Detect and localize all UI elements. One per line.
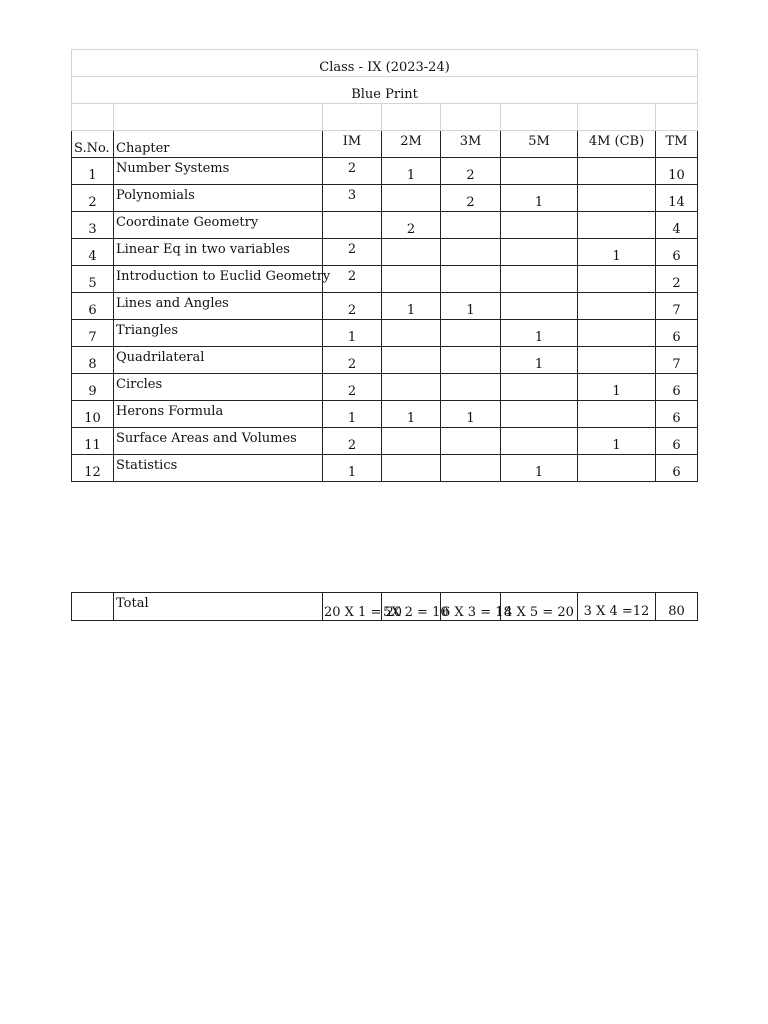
cell-sno: 11: [72, 428, 114, 455]
col-header-4m-cb: 4M (CB): [578, 131, 656, 158]
table-row: [72, 347, 698, 374]
col-header-sno: S.No.: [72, 131, 114, 158]
cell-4m-cb: [578, 347, 656, 374]
col-header-tm: TM: [656, 131, 698, 158]
cell-4m-cb: 1: [578, 374, 656, 401]
col-header-3m: 3M: [441, 131, 501, 158]
cell-chapter: Linear Eq in two variables: [114, 239, 323, 266]
table-row: [72, 455, 698, 482]
cell-4m-cb: [578, 212, 656, 239]
table-row: [72, 428, 698, 455]
cell-chapter: Lines and Angles: [114, 293, 323, 320]
cell-1m: [323, 212, 382, 239]
totals-row: [72, 593, 698, 621]
cell-5m: 1: [501, 320, 578, 347]
cell-tm: 4: [656, 212, 698, 239]
cell-sno: 8: [72, 347, 114, 374]
cell-4m-cb: [578, 401, 656, 428]
cell-sno: 12: [72, 455, 114, 482]
cell-3m: 2: [441, 185, 501, 212]
cell-tm: 6: [656, 320, 698, 347]
cell-3m: [441, 347, 501, 374]
cell-5m: [501, 401, 578, 428]
cell-3m: 1: [441, 401, 501, 428]
cell-tm: 10: [656, 158, 698, 185]
table-row: [72, 320, 698, 347]
cell-3m: [441, 374, 501, 401]
cell-4m-cb: 1: [578, 239, 656, 266]
cell-chapter: Triangles: [114, 320, 323, 347]
cell-3m: [441, 428, 501, 455]
cell-chapter: Number Systems: [114, 158, 323, 185]
cell-2m: 1: [382, 401, 441, 428]
table-row: [72, 158, 698, 185]
cell-1m: 2: [323, 347, 382, 374]
cell-sno: 7: [72, 320, 114, 347]
cell-tm: 14: [656, 185, 698, 212]
cell-1m: 1: [323, 401, 382, 428]
table-row: [72, 212, 698, 239]
cell-5m: [501, 239, 578, 266]
spacer-row: [72, 104, 698, 131]
cell-2m: [382, 374, 441, 401]
cell-4m-cb: [578, 320, 656, 347]
table-row: [72, 266, 698, 293]
cell-2m: [382, 320, 441, 347]
cell-3m: 1: [441, 293, 501, 320]
cell-sno: 9: [72, 374, 114, 401]
cell-5m: [501, 158, 578, 185]
cell-2m: 2: [382, 212, 441, 239]
cell-chapter: Coordinate Geometry: [114, 212, 323, 239]
cell-1m: 2: [323, 158, 382, 185]
table-row: [72, 293, 698, 320]
cell-3m: [441, 455, 501, 482]
cell-5m: 1: [501, 347, 578, 374]
totals-3m: 6 X 3 = 18: [441, 593, 501, 621]
cell-2m: 1: [382, 158, 441, 185]
cell-2m: [382, 428, 441, 455]
table-row: [72, 239, 698, 266]
cell-tm: 6: [656, 239, 698, 266]
cell-3m: [441, 320, 501, 347]
cell-chapter: Surface Areas and Volumes: [114, 428, 323, 455]
cell-2m: [382, 266, 441, 293]
cell-4m-cb: [578, 293, 656, 320]
cell-1m: 2: [323, 266, 382, 293]
cell-5m: [501, 428, 578, 455]
cell-tm: 7: [656, 347, 698, 374]
cell-2m: 1: [382, 293, 441, 320]
cell-3m: [441, 266, 501, 293]
cell-tm: 6: [656, 455, 698, 482]
totals-tm: 80: [656, 593, 698, 621]
cell-sno: 4: [72, 239, 114, 266]
cell-1m: 2: [323, 374, 382, 401]
cell-5m: 1: [501, 185, 578, 212]
col-header-1m: IM: [323, 131, 382, 158]
totals-table: [71, 592, 698, 621]
totals-sno-cell: [72, 593, 114, 621]
cell-tm: 2: [656, 266, 698, 293]
cell-1m: 1: [323, 455, 382, 482]
cell-2m: [382, 185, 441, 212]
cell-chapter: Statistics: [114, 455, 323, 482]
cell-chapter: Circles: [114, 374, 323, 401]
cell-sno: 10: [72, 401, 114, 428]
totals-label: Total: [114, 593, 323, 621]
cell-sno: 5: [72, 266, 114, 293]
cell-chapter: Herons Formula: [114, 401, 323, 428]
cell-4m-cb: [578, 455, 656, 482]
cell-chapter: Polynomials: [114, 185, 323, 212]
totals-5m: 4 X 5 = 20: [501, 593, 578, 621]
cell-2m: [382, 347, 441, 374]
cell-1m: 3: [323, 185, 382, 212]
cell-5m: [501, 293, 578, 320]
column-header-row: [72, 131, 698, 158]
totals-block: [71, 592, 697, 621]
cell-5m: [501, 266, 578, 293]
cell-1m: 1: [323, 320, 382, 347]
cell-2m: [382, 455, 441, 482]
cell-tm: 6: [656, 401, 698, 428]
totals-1m: 20 X 1 = 20: [323, 593, 382, 621]
blueprint-sheet: [71, 49, 697, 482]
cell-sno: 1: [72, 158, 114, 185]
cell-sno: 6: [72, 293, 114, 320]
col-header-chapter: Chapter: [114, 131, 323, 158]
cell-4m-cb: [578, 266, 656, 293]
cell-1m: 2: [323, 239, 382, 266]
cell-3m: [441, 212, 501, 239]
cell-1m: 2: [323, 428, 382, 455]
cell-5m: 1: [501, 455, 578, 482]
cell-chapter: Quadrilateral: [114, 347, 323, 374]
cell-1m: 2: [323, 293, 382, 320]
col-header-2m: 2M: [382, 131, 441, 158]
title-block: [71, 49, 698, 482]
totals-2m: 5X 2 = 10: [382, 593, 441, 621]
cell-3m: 2: [441, 158, 501, 185]
cell-4m-cb: [578, 158, 656, 185]
table-row: [72, 185, 698, 212]
cell-chapter: Introduction to Euclid Geometry: [114, 266, 323, 293]
cell-3m: [441, 239, 501, 266]
cell-sno: 3: [72, 212, 114, 239]
cell-4m-cb: 1: [578, 428, 656, 455]
cell-tm: 6: [656, 374, 698, 401]
totals-4m-cb: 3 X 4 =12: [578, 593, 656, 621]
cell-5m: [501, 374, 578, 401]
sheet-title: Class - IX (2023-24): [72, 50, 698, 77]
cell-5m: [501, 212, 578, 239]
cell-2m: [382, 239, 441, 266]
col-header-5m: 5M: [501, 131, 578, 158]
cell-tm: 6: [656, 428, 698, 455]
table-row: [72, 401, 698, 428]
cell-4m-cb: [578, 185, 656, 212]
cell-tm: 7: [656, 293, 698, 320]
table-row: [72, 374, 698, 401]
sheet-subtitle: Blue Print: [72, 77, 698, 104]
cell-sno: 2: [72, 185, 114, 212]
